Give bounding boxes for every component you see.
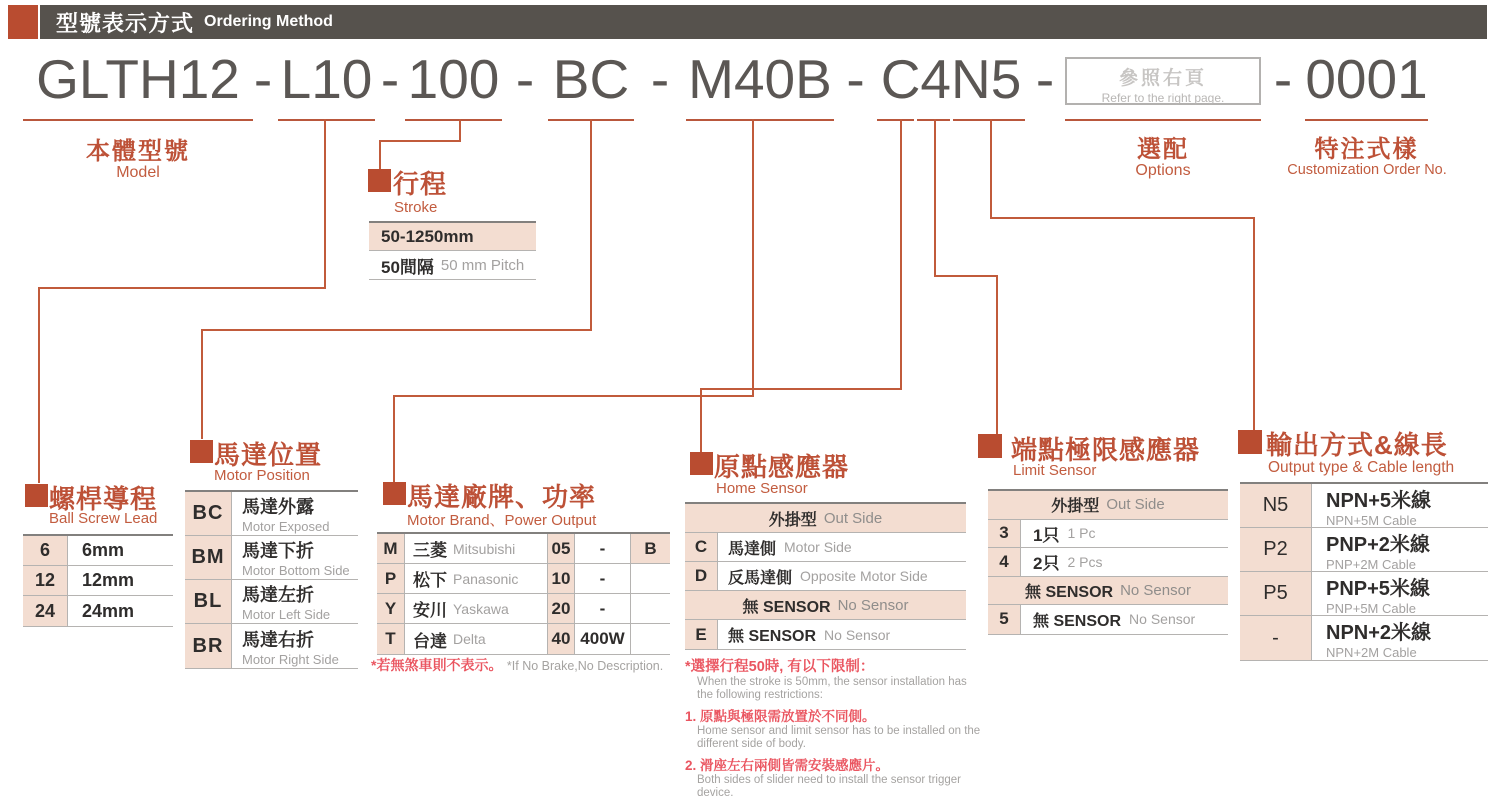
connector-position-v2 xyxy=(201,329,203,439)
motor-power-code: 40 xyxy=(548,624,575,654)
motor-power-code: 10 xyxy=(548,564,575,593)
motor-position-accent-square xyxy=(190,440,213,463)
connector-stroke-v2 xyxy=(379,140,381,169)
home-sensor-en: Opposite Motor Side xyxy=(800,568,928,584)
output-code: - xyxy=(1240,616,1312,660)
motor-position-zh: 馬達右折 xyxy=(242,629,314,650)
motor-power-value: 400W xyxy=(580,629,625,648)
motor-brand-zh: 松下 xyxy=(413,571,447,590)
home-sensor-footnote xyxy=(685,655,985,799)
table-row xyxy=(685,533,966,562)
table-row xyxy=(377,594,670,624)
output-code: N5 xyxy=(1240,484,1312,527)
home-sensor-table xyxy=(685,502,966,650)
model-segment-stroke: 100 xyxy=(407,48,500,110)
ball-screw-title-zh: 螺桿導程 xyxy=(49,484,158,514)
motor-brand-en: Panasonic xyxy=(453,570,519,587)
motor-position-code: BM xyxy=(185,536,232,579)
connector-stroke-v1 xyxy=(459,119,461,142)
model-dash-4: - xyxy=(650,48,670,110)
home-sensor-title-zh: 原點感應器 xyxy=(714,452,850,482)
home-sensor-footnote-title-zh: *選擇行程50時, 有以下限制： xyxy=(685,659,875,675)
ball-screw-code: 24 xyxy=(23,596,68,626)
limit-sensor-code: 5 xyxy=(988,605,1021,634)
underline-options xyxy=(1065,119,1261,121)
connector-output-v1 xyxy=(990,119,992,219)
table-row xyxy=(1240,528,1488,572)
model-dash-2: - xyxy=(380,48,400,110)
motor-position-code: BR xyxy=(185,624,232,668)
stroke-range-row xyxy=(369,223,536,251)
table-row xyxy=(23,536,173,566)
home-sensor-header1-en: Out Side xyxy=(823,509,883,527)
ball-screw-accent-square xyxy=(25,484,48,507)
table-row xyxy=(988,520,1228,549)
connector-position-v1 xyxy=(590,119,592,331)
motor-power-value: - xyxy=(599,568,606,588)
limit-sensor-accent-square xyxy=(978,434,1002,458)
page-title-zh: 型號表示方式 xyxy=(56,10,195,36)
table-row xyxy=(185,536,358,580)
limit-sensor-en: 1 Pc xyxy=(1067,525,1096,542)
ball-screw-code: 6 xyxy=(23,536,68,565)
home-sensor-en: No Sensor xyxy=(824,626,891,643)
underline-sensor-c xyxy=(877,119,914,121)
model-dash-3: - xyxy=(515,48,535,110)
motor-brand-en: Delta xyxy=(453,631,486,647)
motor-brand-footnote-zh: *若無煞車則不表示。 xyxy=(371,657,503,673)
home-sensor-code: D xyxy=(685,562,718,590)
connector-limit-v2 xyxy=(996,275,998,434)
home-sensor-en: Motor Side xyxy=(784,539,852,555)
model-segment-position: BC xyxy=(552,48,630,110)
motor-position-en: Motor Exposed xyxy=(242,519,330,534)
ball-screw-table xyxy=(23,534,173,627)
limit-sensor-header2-en: No Sensor xyxy=(1120,581,1191,599)
table-row xyxy=(988,605,1228,634)
limit-sensor-title-zh: 端點極限感應器 xyxy=(1011,435,1201,465)
home-sensor-header2-zh: 無 SENSOR xyxy=(742,598,831,616)
output-accent-square xyxy=(1238,430,1262,454)
connector-brand-v1 xyxy=(752,119,754,397)
options-box-en: Refer to the right page. xyxy=(1101,91,1225,105)
table-row xyxy=(23,596,173,626)
motor-brand-zh: 台達 xyxy=(413,631,447,651)
underline-custom xyxy=(1305,119,1428,121)
home-sensor-title-en: Home Sensor xyxy=(716,480,808,497)
model-dash-6: - xyxy=(1035,48,1055,110)
model-dash-5: - xyxy=(846,48,865,110)
label-model-zh: 本體型號 xyxy=(86,138,190,165)
connector-output-h xyxy=(990,217,1255,219)
underline-stroke xyxy=(405,119,502,121)
label-custom-zh: 特注式樣 xyxy=(1314,136,1419,163)
limit-sensor-header-outside xyxy=(988,491,1228,520)
connector-lead-v1 xyxy=(324,119,326,287)
label-options-zh: 選配 xyxy=(1137,136,1189,163)
home-sensor-header1-zh: 外掛型 xyxy=(768,511,817,529)
connector-position-h xyxy=(201,329,592,331)
label-custom-en: Customization Order No. xyxy=(1287,162,1447,178)
home-sensor-accent-square xyxy=(690,452,713,475)
motor-brand-title-en: Motor Brand、Power Output xyxy=(407,512,597,529)
output-zh: NPN+2米線 xyxy=(1326,622,1432,644)
stroke-accent-square xyxy=(368,169,391,192)
home-sensor-header2-en: No Sensor xyxy=(837,596,909,614)
motor-position-en: Motor Right Side xyxy=(242,651,339,667)
model-segment-body: GLTH12 xyxy=(36,48,240,110)
output-title-zh: 輸出方式&線長 xyxy=(1266,430,1448,460)
motor-brand-table xyxy=(377,532,670,655)
motor-power-code: 05 xyxy=(548,534,575,563)
model-segment-lead: L10 xyxy=(280,48,373,110)
output-zh: PNP+5米線 xyxy=(1326,577,1430,600)
motor-position-title-en: Motor Position xyxy=(214,467,310,484)
ball-screw-title-en: Ball Screw Lead xyxy=(49,510,158,527)
limit-sensor-zh: 無 SENSOR xyxy=(1033,612,1122,630)
connector-home-h xyxy=(700,388,902,390)
home-sensor-code: E xyxy=(685,620,718,649)
connector-lead-h xyxy=(38,287,326,289)
underline-brand xyxy=(686,119,834,121)
limit-sensor-header-nosensor xyxy=(988,577,1228,606)
table-row xyxy=(685,562,966,591)
connector-output-v2 xyxy=(1253,217,1255,430)
home-sensor-header-nosensor xyxy=(685,591,966,620)
motor-power-value: - xyxy=(599,598,606,618)
connector-limit-v1 xyxy=(934,119,936,277)
limit-sensor-table xyxy=(988,489,1228,635)
stroke-title-zh: 行程 xyxy=(393,169,448,199)
underline-model xyxy=(23,119,253,121)
model-segment-custom: 0001 xyxy=(1305,48,1428,110)
limit-sensor-en: No Sensor xyxy=(1129,611,1196,628)
output-en: PNP+2M Cable xyxy=(1326,556,1416,572)
output-code: P5 xyxy=(1240,572,1312,615)
motor-position-code: BL xyxy=(185,580,232,623)
table-row xyxy=(1240,616,1488,660)
connector-home-v1 xyxy=(900,119,902,390)
options-box-zh: 參照右頁 xyxy=(1118,68,1207,89)
ball-screw-value: 12mm xyxy=(82,570,135,590)
home-sensor-zh: 反馬達側 xyxy=(728,569,793,587)
motor-brand-code: P xyxy=(377,564,405,593)
output-zh: PNP+2米線 xyxy=(1326,533,1430,556)
stroke-title-en: Stroke xyxy=(394,199,438,216)
table-row xyxy=(377,624,670,654)
connector-limit-h xyxy=(934,275,998,277)
output-code: P2 xyxy=(1240,528,1312,571)
motor-position-zh: 馬達外露 xyxy=(242,497,314,517)
motor-brand-footnote xyxy=(371,655,663,675)
label-model-en: Model xyxy=(116,164,160,181)
motor-position-zh: 馬達左折 xyxy=(242,585,314,605)
options-reference-box xyxy=(1065,57,1261,105)
motor-position-title-zh: 馬達位置 xyxy=(214,440,323,470)
table-row xyxy=(988,548,1228,577)
motor-brand-code: M xyxy=(377,534,405,563)
ball-screw-value: 6mm xyxy=(82,540,125,560)
output-zh: NPN+5米線 xyxy=(1326,489,1432,512)
table-row xyxy=(185,580,358,624)
limit-sensor-header1-zh: 外掛型 xyxy=(1051,498,1100,516)
home-sensor-header-outside xyxy=(685,504,966,533)
limit-sensor-title-en: Limit Sensor xyxy=(1013,462,1097,479)
motor-power-code: 20 xyxy=(548,594,575,623)
motor-brand-accent-square xyxy=(383,482,406,505)
connector-stroke-h xyxy=(379,140,461,142)
limit-sensor-header2-zh: 無 SENSOR xyxy=(1025,583,1114,601)
limit-sensor-code: 4 xyxy=(988,548,1021,576)
connector-home-v2 xyxy=(700,388,702,452)
underline-sensor-n5 xyxy=(953,119,1025,121)
underline-lead xyxy=(278,119,375,121)
ball-screw-value: 24mm xyxy=(82,600,135,621)
model-dash-1: - xyxy=(253,48,273,110)
model-dash-7: - xyxy=(1273,48,1293,110)
limit-sensor-zh: 1只 xyxy=(1033,525,1060,545)
model-segment-sensor: C4N5 xyxy=(880,48,1022,110)
motor-brand-zh: 三菱 xyxy=(413,541,447,560)
stroke-pitch-zh: 50間隔 xyxy=(381,257,434,277)
motor-brand-code: T xyxy=(377,624,405,654)
home-sensor-zh: 馬達側 xyxy=(728,540,777,558)
motor-power-value: - xyxy=(599,538,606,558)
header-bar xyxy=(40,5,1487,39)
table-row xyxy=(377,534,670,564)
motor-position-en: Motor Left Side xyxy=(242,607,331,622)
connector-brand-v2 xyxy=(393,395,395,482)
output-en: NPN+2M Cable xyxy=(1326,645,1417,660)
output-en: PNP+5M Cable xyxy=(1326,600,1416,616)
motor-brand-en: Yaskawa xyxy=(453,600,509,617)
table-row xyxy=(23,566,173,596)
model-segment-brand: M40B xyxy=(688,48,832,110)
output-table xyxy=(1240,482,1488,661)
motor-position-table xyxy=(185,490,358,669)
home-sensor-footnote-item2-zh: 2. 滑座左右兩側皆需安裝感應片。 xyxy=(685,758,890,773)
label-options-en: Options xyxy=(1135,162,1191,179)
table-row xyxy=(1240,484,1488,528)
ball-screw-code: 12 xyxy=(23,566,68,595)
motor-brand-zh: 安川 xyxy=(413,601,447,620)
home-sensor-footnote-title-en: When the stroke is 50mm, the sensor installation has the following restrictions: xyxy=(697,676,967,701)
motor-brand-footnote-en: *If No Brake,No Description. xyxy=(506,659,664,673)
motor-position-zh: 馬達下折 xyxy=(242,541,314,561)
table-row xyxy=(685,620,966,649)
stroke-pitch-en: 50 mm Pitch xyxy=(440,256,525,274)
limit-sensor-code: 3 xyxy=(988,520,1021,548)
table-row xyxy=(185,492,358,536)
home-sensor-footnote-item1-zh: 1. 原點與極限需放置於不同側。 xyxy=(685,709,876,724)
motor-brand-title-zh: 馬達廠牌、功率 xyxy=(407,482,597,512)
table-row xyxy=(1240,572,1488,616)
stroke-pitch-row xyxy=(369,251,536,279)
home-sensor-footnote-item2-en: Both sides of slider need to install the sensor trigger device. xyxy=(697,774,962,799)
motor-position-code: BC xyxy=(185,492,232,535)
header-accent-square xyxy=(8,5,38,39)
motor-position-en: Motor Bottom Side xyxy=(242,563,350,578)
motor-brand-en: Mitsubishi xyxy=(453,540,516,557)
motor-brand-code: Y xyxy=(377,594,405,623)
home-sensor-code: C xyxy=(685,533,718,561)
home-sensor-footnote-item1-en: Home sensor and limit sensor has to be installed on the different side of body. xyxy=(697,725,981,750)
stroke-table xyxy=(369,221,536,280)
table-row xyxy=(185,624,358,668)
limit-sensor-en: 2 Pcs xyxy=(1067,553,1103,570)
limit-sensor-header1-en: Out Side xyxy=(1106,496,1165,514)
output-title-en: Output type & Cable length xyxy=(1268,459,1455,476)
home-sensor-zh: 無 SENSOR xyxy=(728,628,817,645)
stroke-range: 50-1250mm xyxy=(381,226,474,246)
page-title-en: Ordering Method xyxy=(204,13,333,30)
table-row xyxy=(377,564,670,594)
motor-brake-code: B xyxy=(644,538,657,558)
connector-lead-v2 xyxy=(38,287,40,483)
output-en: NPN+5M Cable xyxy=(1326,512,1417,528)
limit-sensor-zh: 2只 xyxy=(1033,554,1060,574)
